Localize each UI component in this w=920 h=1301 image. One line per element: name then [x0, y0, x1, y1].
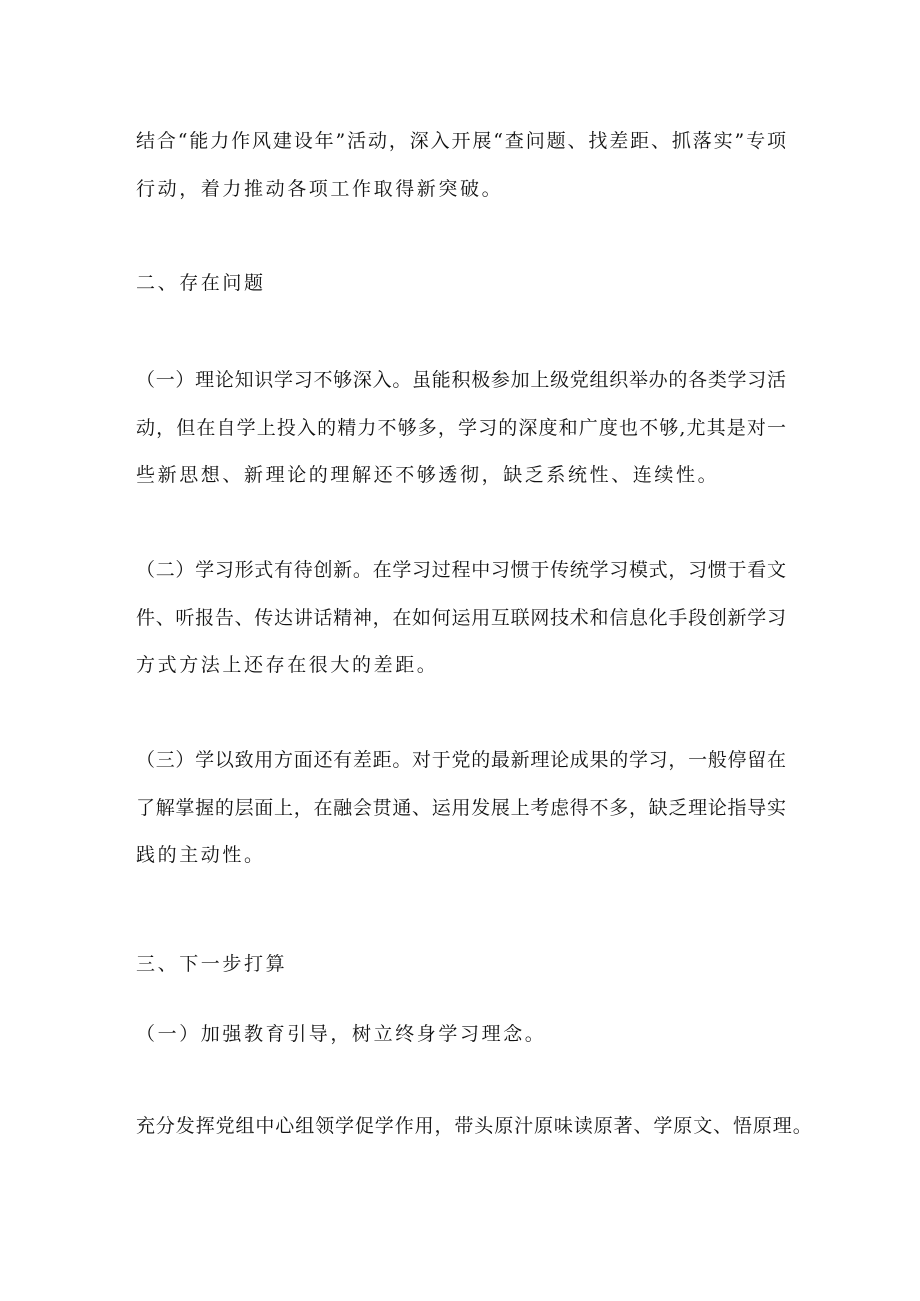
paragraph-line: 动，但在自学上投入的精力不够多，学习的深度和广度也不够,尤其是对一	[136, 417, 786, 439]
paragraph-line: 了解掌握的层面上，在融会贯通、运用发展上考虑得不多，缺乏理论指导实	[136, 797, 786, 819]
paragraph-line: 方式方法上还存在很大的差距。	[136, 654, 439, 676]
paragraph-line: 些新思想、新理论的理解还不够透彻，缺乏系统性、连续性。	[136, 464, 720, 486]
paragraph-line: 践的主动性。	[136, 844, 266, 866]
section-heading: 三、下一步打算	[136, 953, 288, 975]
section-heading: 二、存在问题	[136, 272, 266, 294]
intro-line: 结合“能力作风建设年”活动，深入开展“查问题、找差距、抓落实”专项	[136, 130, 786, 152]
subsection-heading: （一）加强教育引导，树立终身学习理念。	[136, 1023, 547, 1045]
paragraph-line: 充分发挥党组中心组领学促学作用，带头原汁原味读原著、学原文、悟原理。	[136, 1115, 813, 1137]
paragraph-line: （一）理论知识学习不够深入。虽能积极参加上级党组织举办的各类学习活	[136, 369, 786, 391]
intro-line: 行动，着力推动各项工作取得新突破。	[136, 178, 504, 200]
paragraph-line: 件、听报告、传达讲话精神，在如何运用互联网技术和信息化手段创新学习	[136, 607, 786, 629]
paragraph-line: （三）学以致用方面还有差距。对于党的最新理论成果的学习，一般停留在	[136, 749, 786, 771]
paragraph-line: （二）学习形式有待创新。在学习过程中习惯于传统学习模式，习惯于看文	[136, 559, 786, 581]
